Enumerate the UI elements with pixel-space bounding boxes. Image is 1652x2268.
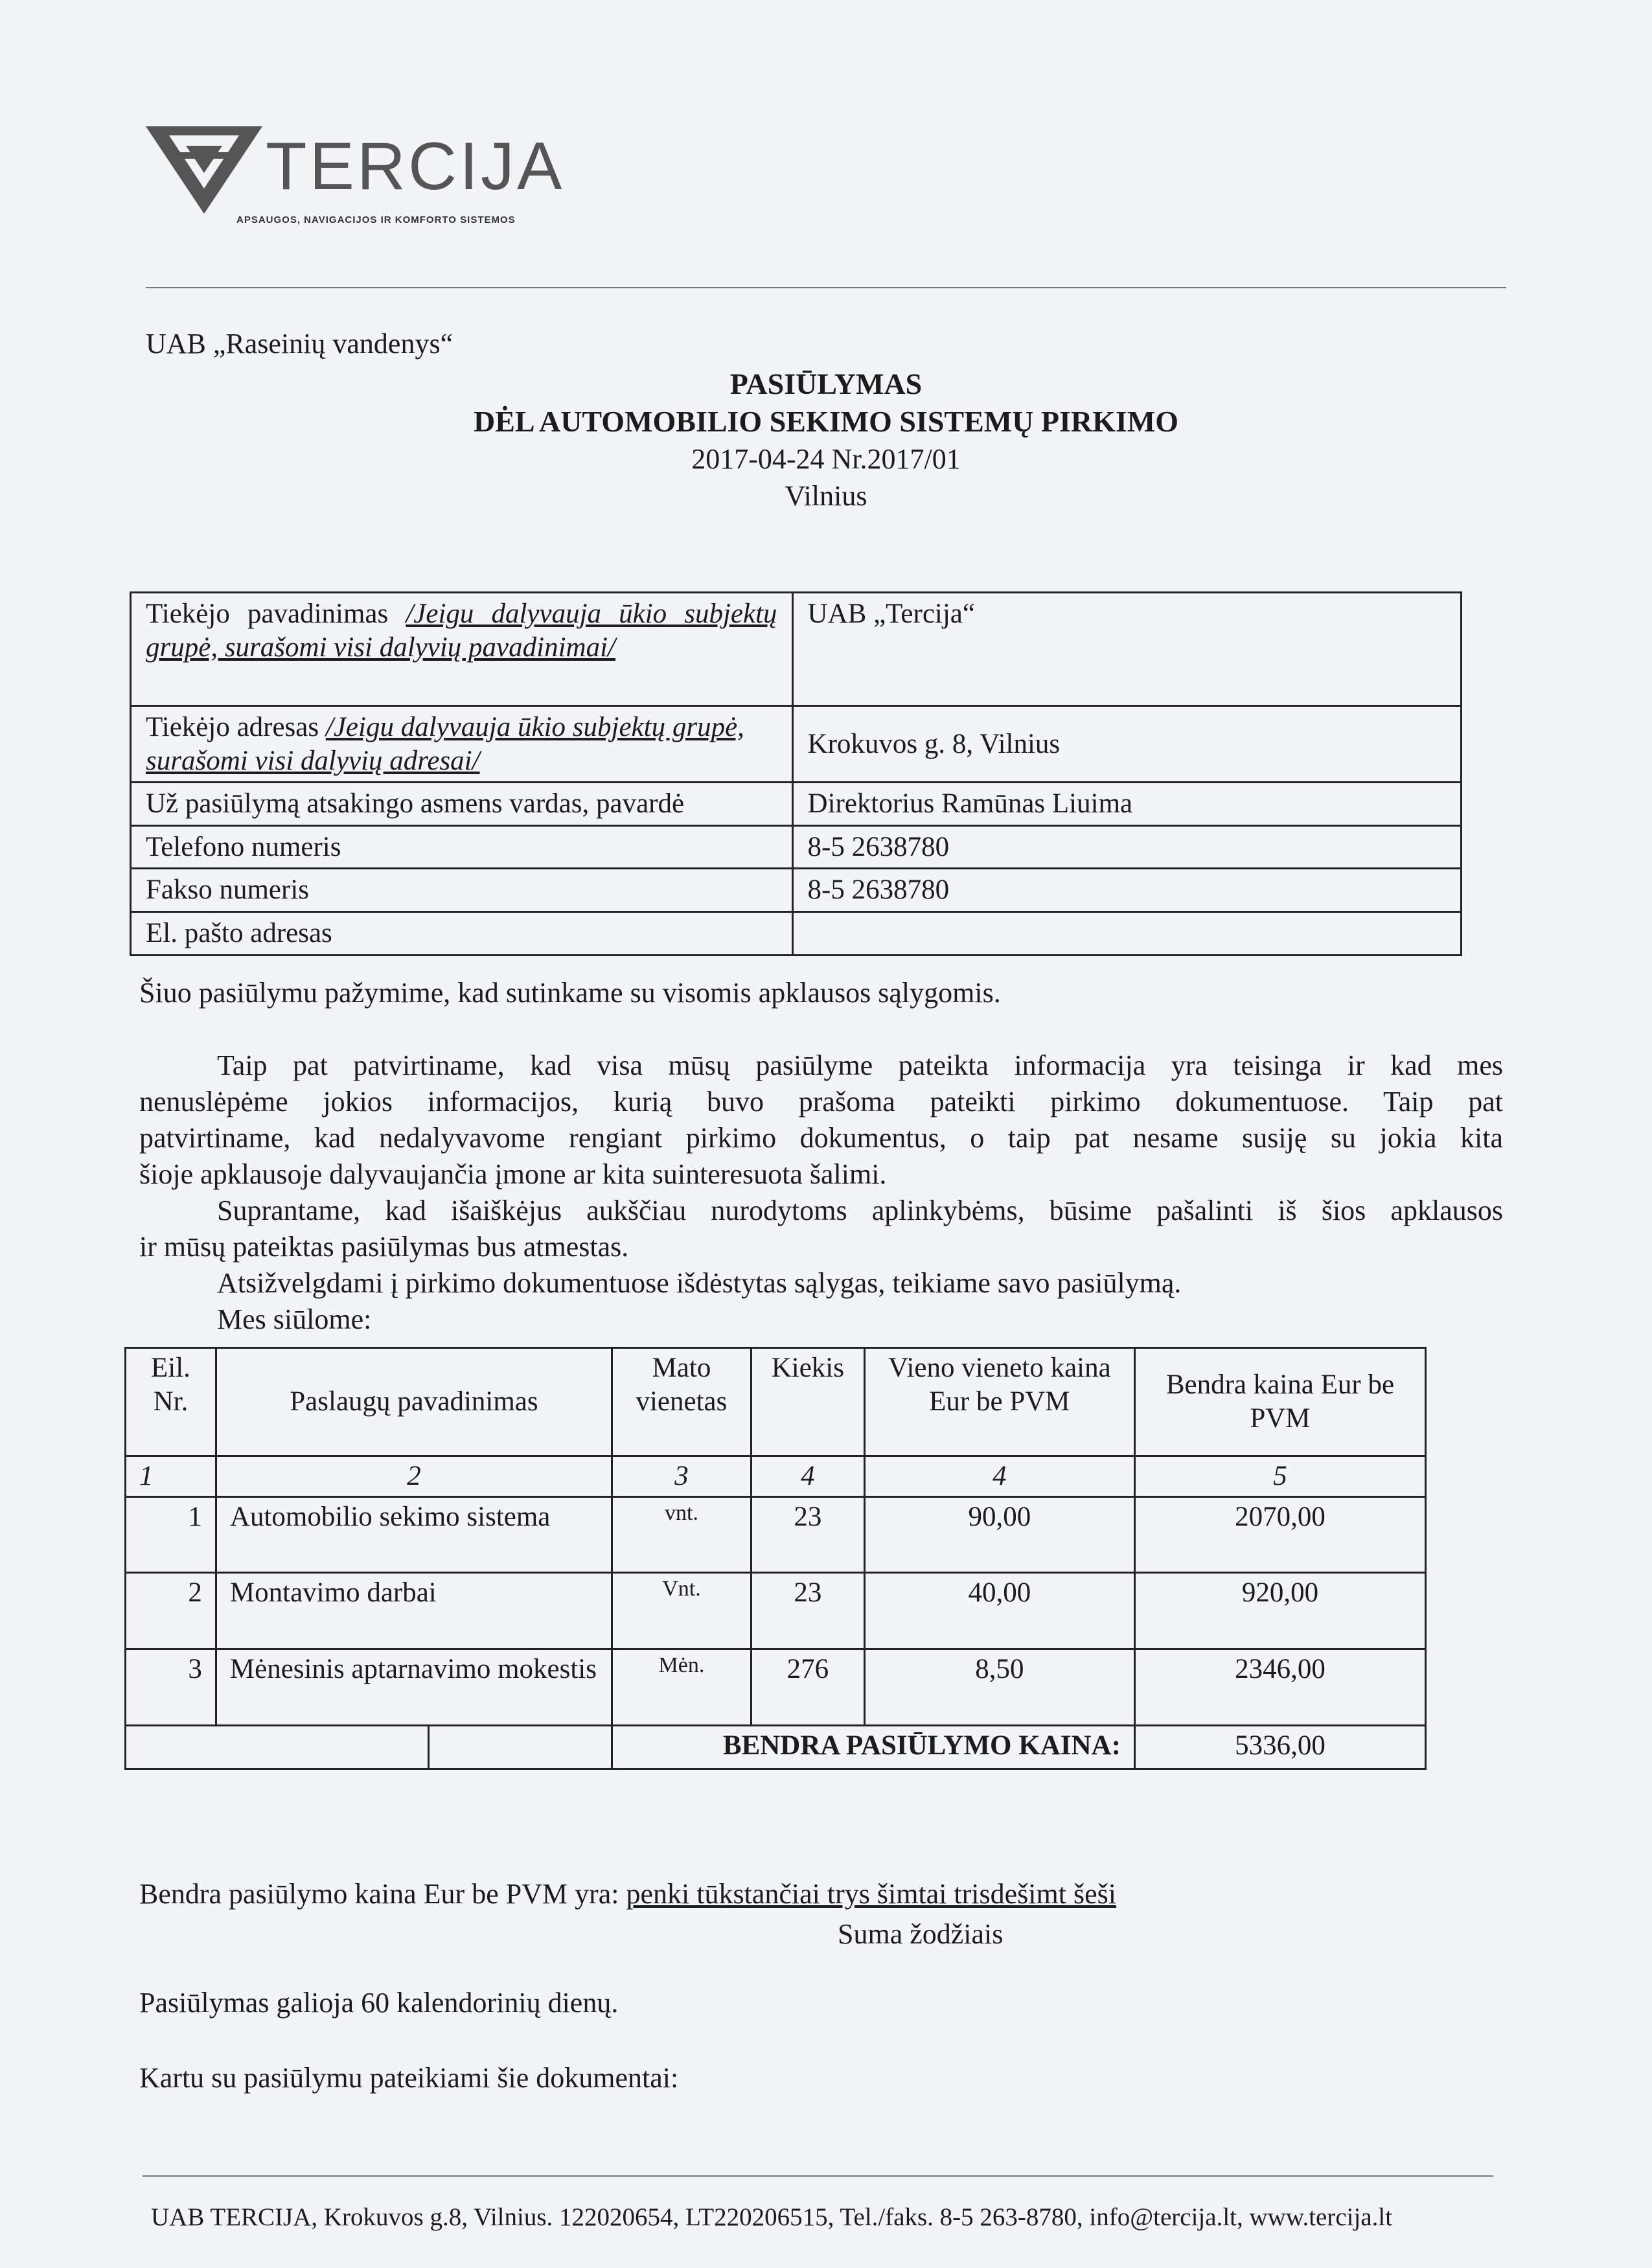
row-unit-price: 90,00 <box>864 1496 1134 1572</box>
fax-value: 8-5 2638780 <box>792 869 1461 912</box>
paragraph-confirmation <box>139 1048 1503 1338</box>
validity-text: Pasiūlymas galioja 60 kalendorinių dienų. <box>139 1987 619 2019</box>
table-row <box>131 706 1462 783</box>
header-nr: Eil. Nr. <box>126 1348 216 1456</box>
row-total: 2070,00 <box>1134 1496 1425 1572</box>
offer-intro: Mes siūlome: <box>217 1303 372 1335</box>
row-name: Montavimo darbai <box>216 1572 612 1649</box>
words-value: penki tūkstančiai trys šimtai trisdešimt šeši <box>626 1878 1116 1910</box>
words-sentence <box>139 1877 1116 1912</box>
supplier-name-label-cell <box>131 593 793 706</box>
phone-label: Telefono numeris <box>131 825 793 869</box>
logo-triangle-icon <box>146 126 262 217</box>
paragraph-line: Taip pat patvirtiname, kad visa mūsų pasiūlyme pateikta informacija yra teisinga ir kad mes <box>217 1049 1503 1081</box>
header-unit: Mato vienetas <box>612 1348 751 1456</box>
price-table <box>124 1347 1427 1770</box>
col-num: 5 <box>1134 1456 1425 1497</box>
header-unit-price: Vieno vieneto kaina Eur be PVM <box>864 1348 1134 1456</box>
row-nr: 3 <box>126 1649 216 1725</box>
row-name: Mėnesinis aptarnavimo mokestis <box>216 1649 612 1725</box>
logo-subtitle: APSAUGOS, NAVIGACIJOS IR KOMFORTO SISTEMOS <box>236 214 516 225</box>
doc-title: PASIŪLYMAS <box>729 367 923 400</box>
table-row <box>131 869 1462 912</box>
supplier-address-note: /Jeigu dalyvauja ūkio subjektų grupė, surašomi visi dalyvių adresai/ <box>146 712 744 776</box>
price-table-header <box>126 1348 1426 1456</box>
company-logo <box>146 126 612 223</box>
row-qty: 23 <box>751 1572 864 1649</box>
row-nr: 1 <box>126 1496 216 1572</box>
doc-date-number: 2017-04-24 Nr.2017/01 <box>691 443 961 475</box>
row-total: 2346,00 <box>1134 1649 1425 1725</box>
supplier-name-value: UAB „Tercija“ <box>792 593 1461 706</box>
row-qty: 23 <box>751 1496 864 1572</box>
col-num: 4 <box>751 1456 864 1497</box>
table-row <box>131 783 1462 826</box>
words-label: Bendra pasiūlymo kaina Eur be PVM yra: <box>139 1878 619 1910</box>
table-row <box>126 1572 1426 1649</box>
supplier-address-value: Krokuvos g. 8, Vilnius <box>792 706 1461 783</box>
row-name: Automobilio sekimo sistema <box>216 1496 612 1572</box>
table-row <box>126 1649 1426 1725</box>
header-name: Paslaugų pavadinimas <box>216 1348 612 1456</box>
supplier-address-label-cell <box>131 706 793 783</box>
row-unit: Mėn. <box>612 1649 751 1725</box>
row-unit: Vnt. <box>612 1572 751 1649</box>
agree-text: Šiuo pasiūlymu pažymime, kad sutinkame su visomis apklausos sąlygomis. <box>139 977 1001 1009</box>
attachments-text: Kartu su pasiūlymu pateikiami šie dokumentai: <box>139 2062 679 2094</box>
paragraph-line: patvirtiname, kad nedalyvavome rengiant pirkimo dokumentus, o taip pat nesame susiję su jokia kita <box>139 1122 1503 1154</box>
row-total: 920,00 <box>1134 1572 1425 1649</box>
supplier-address-label: Tiekėjo adresas <box>146 712 319 742</box>
total-label: BENDRA PASIŪLYMO KAINA: <box>612 1725 1135 1769</box>
doc-subtitle: DĖL AUTOMOBILIO SEKIMO SISTEMŲ PIRKIMO <box>473 405 1179 438</box>
paragraph-line: ir mūsų pateiktas pasiūlymas bus atmestas. <box>139 1231 629 1263</box>
supplier-name-label: Tiekėjo pavadinimas <box>146 599 389 629</box>
doc-city: Vilnius <box>785 480 867 512</box>
total-value: 5336,00 <box>1134 1725 1425 1769</box>
supplier-name-note: /Jeigu dalyvauja ūkio subjektų grupė, surašomi visi dalyvių pavadinimai/ <box>146 599 777 663</box>
column-number-row <box>126 1456 1426 1497</box>
paragraph-line: Atsižvelgdami į pirkimo dokumentuose išdėstytas sąlygas, teikiame savo pasiūlymą. <box>217 1267 1182 1299</box>
paragraph-line: šioje apklausoje dalyvaujančia įmone ar kita suinteresuota šalimi. <box>139 1158 887 1190</box>
phone-value: 8-5 2638780 <box>792 825 1461 869</box>
row-nr: 2 <box>126 1572 216 1649</box>
email-label: El. pašto adresas <box>131 911 793 955</box>
words-caption: Suma žodžiais <box>838 1918 1004 1950</box>
footer-divider <box>143 2175 1493 2177</box>
col-num: 2 <box>216 1456 612 1497</box>
recipient: UAB „Raseinių vandenys“ <box>146 328 453 360</box>
table-row <box>131 593 1462 706</box>
footer-text: UAB TERCIJA, Krokuvos g.8, Vilnius. 122020654, LT220206515, Tel./faks. 8-5 263-8780, info@tercija.lt, www.tercija.lt <box>151 2203 1393 2231</box>
header-total: Bendra kaina Eur be PVM <box>1134 1348 1425 1456</box>
header-divider <box>146 287 1506 288</box>
row-unit: vnt. <box>612 1496 751 1572</box>
col-num: 4 <box>864 1456 1134 1497</box>
row-unit-price: 40,00 <box>864 1572 1134 1649</box>
paragraph-line: Suprantame, kad išaiškėjus aukščiau nurodytoms aplinkybėms, būsime pašalinti iš šios apklausos <box>217 1195 1503 1226</box>
total-spacer <box>126 1725 612 1769</box>
supplier-info-table <box>130 591 1462 956</box>
responsible-label: Už pasiūlymą atsakingo asmens vardas, pavardė <box>131 783 793 826</box>
col-num: 1 <box>126 1456 216 1497</box>
table-row <box>131 911 1462 955</box>
table-row <box>131 825 1462 869</box>
header-qty: Kiekis <box>751 1348 864 1456</box>
row-unit-price: 8,50 <box>864 1649 1134 1725</box>
col-num: 3 <box>612 1456 751 1497</box>
total-row <box>126 1725 1426 1769</box>
email-value <box>792 911 1461 955</box>
responsible-value: Direktorius Ramūnas Liuima <box>792 783 1461 826</box>
table-row <box>126 1496 1426 1572</box>
row-qty: 276 <box>751 1649 864 1725</box>
paragraph-line: nenuslėpėme jokios informacijos, kurią buvo prašoma pateikti pirkimo dokumentuose. Taip pat <box>139 1086 1503 1117</box>
logo-wordmark: TERCIJA <box>266 129 565 204</box>
fax-label: Fakso numeris <box>131 869 793 912</box>
